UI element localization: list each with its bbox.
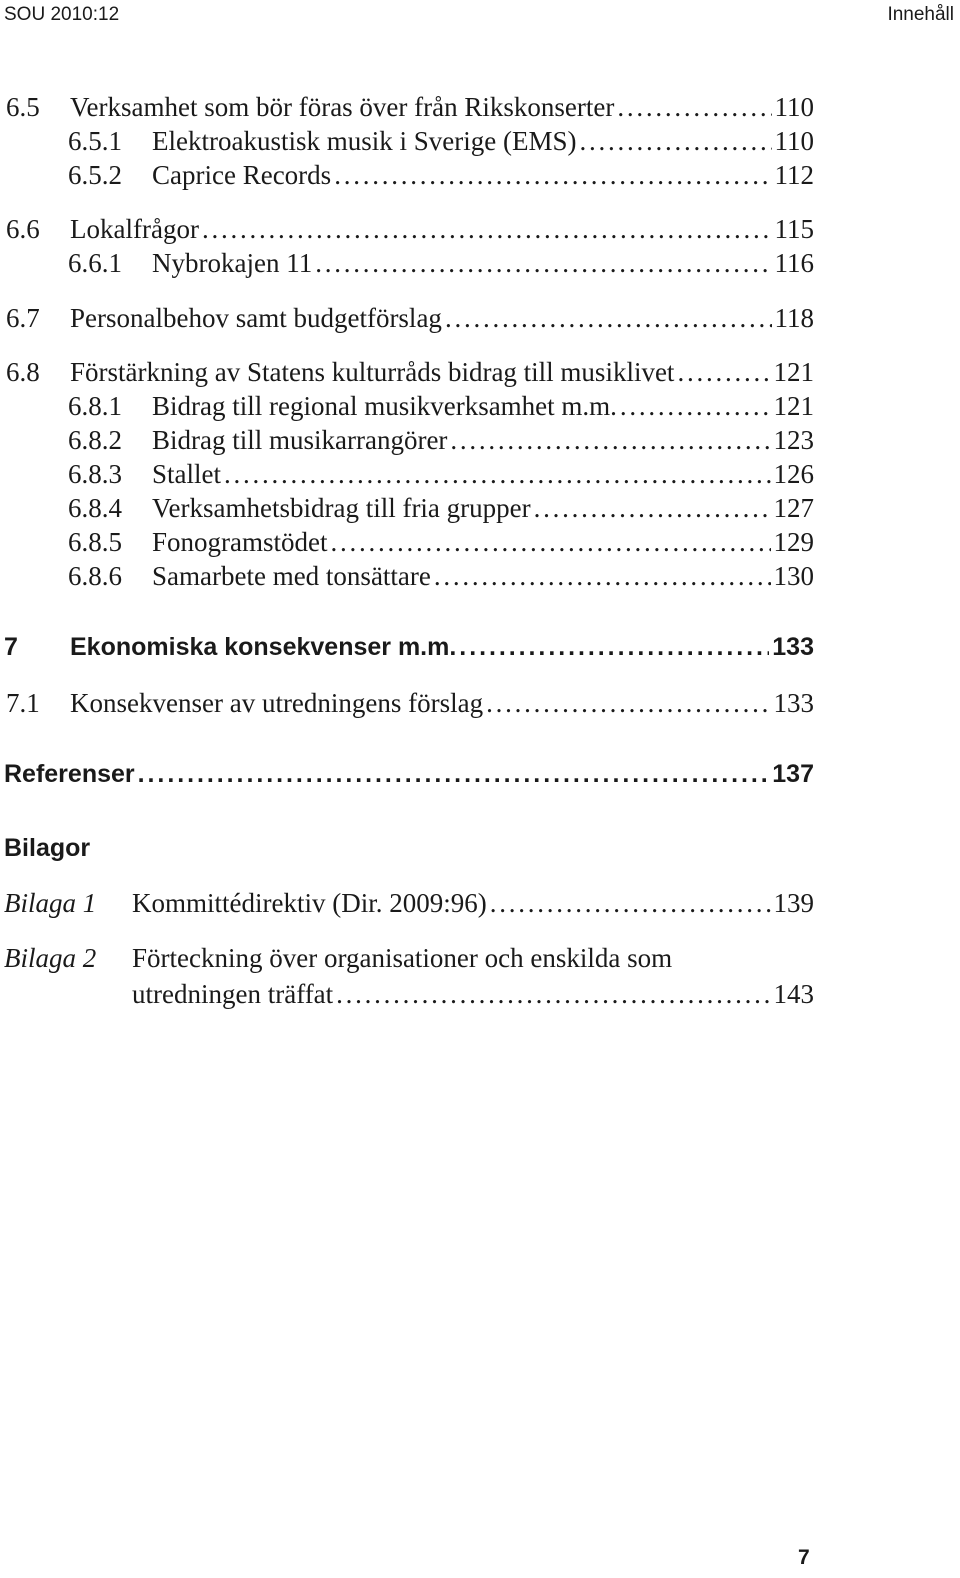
toc-entry[interactable]: [68, 126, 814, 157]
toc-entry[interactable]: [68, 561, 814, 592]
appendix-title: Kommittédirektiv (Dir. 2009:96): [132, 888, 487, 918]
dot-leader: [138, 760, 770, 789]
toc-entry-number: 6.8.5: [68, 527, 122, 557]
toc-entry-number: 6.8.6: [68, 561, 122, 591]
toc-entry-number: 6.8.1: [68, 391, 122, 421]
toc-entry-title: Bidrag till musikarrangörer: [152, 425, 448, 455]
appendix-title-line2: utredningen träffat: [132, 979, 334, 1009]
toc-referenser-page: 137: [772, 760, 814, 788]
toc-entry-title: Caprice Records: [152, 160, 332, 190]
toc-entry[interactable]: [6, 92, 814, 123]
dot-leader: [490, 888, 771, 919]
toc-entry[interactable]: [6, 357, 814, 388]
toc-entry-number: 6.5.1: [68, 126, 122, 156]
toc-entry-title: Konsekvenser av utredningens förslag: [70, 688, 484, 718]
appendix-label: Bilaga 2: [4, 943, 97, 973]
dot-leader: [334, 160, 771, 191]
bilagor-heading: Bilagor: [4, 834, 91, 862]
page-number: 7: [798, 1546, 810, 1569]
dot-leader: [434, 561, 771, 592]
dot-leader: [677, 357, 770, 388]
toc-entry-title: Personalbehov samt budgetförslag: [70, 303, 442, 333]
toc-entry-number: 6.8.3: [68, 459, 122, 489]
appendix-page: 139: [773, 888, 814, 918]
toc-entry[interactable]: [6, 214, 814, 245]
toc-entry-page: 115: [774, 214, 814, 244]
toc-entry-title: Bidrag till regional musikverksamhet m.m.: [152, 391, 617, 421]
toc-entry-page: 121: [773, 391, 814, 421]
dot-leader: [459, 633, 769, 662]
toc-entry-title: Lokalfrågor: [70, 214, 199, 244]
toc-entry[interactable]: [6, 688, 814, 719]
appendix-title-line1[interactable]: Förteckning över organisationer och enskilda som: [132, 943, 673, 973]
toc-entry-page: 121: [773, 357, 814, 387]
toc-entry-number: 6.7: [6, 303, 40, 333]
toc-entry[interactable]: [68, 459, 814, 490]
dot-leader: [620, 391, 771, 422]
toc-chapter-entry[interactable]: [4, 633, 814, 662]
toc-entry-number: 6.6.1: [68, 248, 122, 278]
toc-entry-page: 112: [774, 160, 814, 190]
toc-entry-number: 6.8: [6, 357, 40, 387]
dot-leader: [331, 527, 771, 558]
toc-entry-page: 123: [773, 425, 814, 455]
dot-leader: [315, 248, 771, 279]
toc-entry-title: Elektroakustisk musik i Sverige (EMS): [152, 126, 577, 156]
appendix-label: Bilaga 1: [4, 888, 97, 918]
toc-entry-title: Verksamhetsbidrag till fria grupper: [152, 493, 531, 523]
toc-entry-page: 126: [773, 459, 814, 489]
toc-entry-title: Fonogramstödet: [152, 527, 328, 557]
toc-chapter-page: 133: [772, 633, 814, 661]
toc-entry-number: 7.1: [6, 688, 40, 718]
toc-entry[interactable]: [68, 527, 814, 558]
toc-entry-page: 116: [774, 248, 814, 278]
toc-entry-number: 6.6: [6, 214, 40, 244]
toc-entry-page: 110: [774, 92, 814, 122]
dot-leader: [450, 425, 770, 456]
toc-referenser-entry[interactable]: [4, 760, 814, 789]
toc-entry-number: 6.8.2: [68, 425, 122, 455]
toc-entry-title: Förstärkning av Statens kulturråds bidrag till musiklivet: [70, 357, 675, 387]
toc-chapter-number: 7: [4, 633, 18, 661]
toc-entry-page: 130: [773, 561, 814, 591]
toc-entry-title: Nybrokajen 11: [152, 248, 313, 278]
toc-appendix-entry[interactable]: [132, 979, 814, 1010]
toc-entry-title: Stallet: [152, 459, 221, 489]
dot-leader: [579, 126, 771, 157]
dot-leader: [445, 303, 772, 334]
toc-entry-page: 110: [774, 126, 814, 156]
dot-leader: [336, 979, 770, 1010]
dot-leader: [486, 688, 770, 719]
toc-entry-page: 133: [773, 688, 814, 718]
running-header-right: Innehåll: [887, 4, 954, 25]
toc-entry-number: 6.5: [6, 92, 40, 122]
toc-entry-page: 129: [773, 527, 814, 557]
toc-entry[interactable]: [68, 493, 814, 524]
toc-entry-title: Samarbete med tonsättare: [152, 561, 431, 591]
toc-chapter-title: Ekonomiska konsekvenser m.m.: [70, 633, 457, 661]
running-header-left: SOU 2010:12: [4, 4, 120, 25]
dot-leader: [202, 214, 772, 245]
toc-entry[interactable]: [6, 303, 814, 334]
dot-leader: [224, 459, 771, 490]
toc-entry[interactable]: [68, 248, 814, 279]
dot-leader: [617, 92, 771, 123]
toc-entry-title: Verksamhet som bör föras över från Rikskonserter: [70, 92, 615, 122]
toc-entry[interactable]: [68, 160, 814, 191]
toc-entry-number: 6.8.4: [68, 493, 122, 523]
toc-entry-number: 6.5.2: [68, 160, 122, 190]
toc-referenser-title: Referenser: [4, 760, 135, 788]
toc-entry[interactable]: [68, 425, 814, 456]
toc-entry-page: 127: [773, 493, 814, 523]
dot-leader: [534, 493, 771, 524]
appendix-page: 143: [773, 979, 814, 1009]
toc-entry[interactable]: [68, 391, 814, 422]
toc-appendix-entry[interactable]: [4, 888, 814, 919]
toc-entry-page: 118: [774, 303, 814, 333]
